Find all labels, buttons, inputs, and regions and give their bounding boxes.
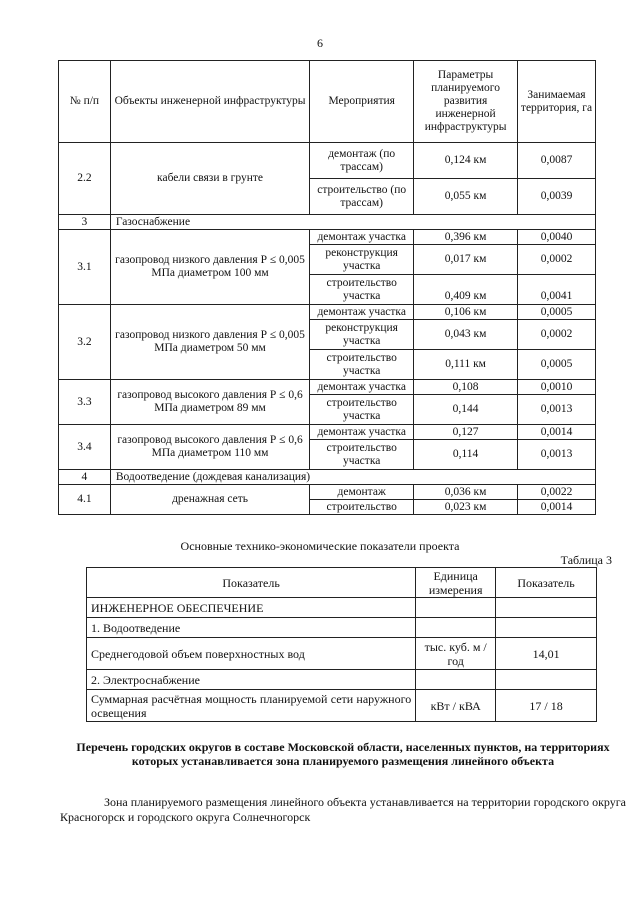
row-param: 0,111 км: [414, 350, 518, 380]
row-measure: строительство участка: [310, 440, 414, 470]
header-measures: Мероприятия: [310, 61, 414, 143]
section-row: [59, 215, 596, 230]
row-name: Среднегодовой объем поверхностных вод: [87, 638, 416, 670]
row-object: кабели связи в грунте: [110, 143, 309, 215]
row-name: Суммарная расчётная мощность планируемой сети наружного освещения: [87, 690, 416, 722]
table-label: Таблица 3: [560, 553, 612, 567]
table-caption: Основные технико-экономические показатели проекта: [180, 539, 460, 553]
table-row: [59, 485, 596, 500]
row-unit: тыс. куб. м /год: [416, 638, 496, 670]
row-measure: реконструкция участка: [310, 245, 414, 275]
row-param: 0,396 км: [414, 230, 518, 245]
table-row: [59, 380, 596, 395]
row-num: 4.1: [59, 485, 111, 515]
row-param: 0,114: [414, 440, 518, 470]
page-number: 6: [317, 36, 323, 50]
row-measure: демонтаж участка: [310, 380, 414, 395]
table-row: [87, 670, 597, 690]
engineering-infrastructure-table: [58, 60, 596, 515]
row-name: 2. Электроснабжение: [87, 670, 416, 690]
table-row: [59, 143, 596, 179]
header-num: № п/п: [59, 61, 111, 143]
technical-economic-indicators-table: [86, 567, 597, 722]
table-header-row: [87, 568, 597, 598]
row-param: 0,124 км: [414, 143, 518, 179]
row-value: [496, 618, 597, 638]
header-unit: Единица измерения: [416, 568, 496, 598]
row-param: 0,106 км: [414, 305, 518, 320]
section-num: 3: [59, 215, 111, 230]
row-measure: демонтаж участка: [310, 230, 414, 245]
row-area: 0,0013: [518, 395, 596, 425]
row-num: 3.1: [59, 230, 111, 305]
row-area: 0,0002: [518, 245, 596, 275]
row-measure: реконструкция участка: [310, 320, 414, 350]
table-header-row: [59, 61, 596, 143]
table-row: [87, 618, 597, 638]
row-object: газопровод низкого давления Р ≤ 0,005 МПа диаметром 50 мм: [110, 305, 309, 380]
table-row: [59, 425, 596, 440]
row-measure: строительство: [310, 500, 414, 515]
row-param: 0,127: [414, 425, 518, 440]
row-area: 0,0022: [518, 485, 596, 500]
row-value: 14,01: [496, 638, 597, 670]
row-object: дренажная сеть: [110, 485, 309, 515]
row-name: 1. Водоотведение: [87, 618, 416, 638]
section-num: 4: [59, 470, 111, 485]
row-measure: демонтаж (по трассам): [310, 143, 414, 179]
table-row: [59, 230, 596, 245]
header-indicator: Показатель: [87, 568, 416, 598]
header-value: Показатель: [496, 568, 597, 598]
section-title: Газоснабжение: [110, 215, 595, 230]
table-row: [87, 690, 597, 722]
row-value: [496, 670, 597, 690]
row-area: 0,0039: [518, 179, 596, 215]
row-value: 17 / 18: [496, 690, 597, 722]
row-value: [496, 598, 597, 618]
row-name: ИНЖЕНЕРНОЕ ОБЕСПЕЧЕНИЕ: [87, 598, 416, 618]
row-num: 3.3: [59, 380, 111, 425]
row-param: 0,055 км: [414, 179, 518, 215]
row-unit: [416, 618, 496, 638]
row-area: 0,0040: [518, 230, 596, 245]
row-object: газопровод высокого давления Р ≤ 0,6 МПа диаметром 89 мм: [110, 380, 309, 425]
table-row: [87, 638, 597, 670]
row-area: 0,0010: [518, 380, 596, 395]
row-area: 0,0005: [518, 350, 596, 380]
row-object: газопровод высокого давления Р ≤ 0,6 МПа диаметром 110 мм: [110, 425, 309, 470]
row-measure: строительство участка: [310, 350, 414, 380]
row-param: 0,023 км: [414, 500, 518, 515]
row-param: 0,036 км: [414, 485, 518, 500]
row-area: 0,0041: [518, 275, 596, 305]
row-param: 0,409 км: [414, 275, 518, 305]
row-measure: строительство участка: [310, 275, 414, 305]
row-param: 0,043 км: [414, 320, 518, 350]
row-area: 0,0013: [518, 440, 596, 470]
table-row: [59, 305, 596, 320]
row-param: 0,108: [414, 380, 518, 395]
section-row: [59, 470, 596, 485]
row-area: 0,0005: [518, 305, 596, 320]
header-area: Занимаемая территория, га: [518, 61, 596, 143]
table-row: [87, 598, 597, 618]
body-paragraph: Зона планируемого размещения линейного объекта устанавливается на территории городского округа Красногорск и городского округа Солнечногорск: [60, 795, 626, 824]
row-area: 0,0002: [518, 320, 596, 350]
row-measure: строительство участка: [310, 395, 414, 425]
row-measure: демонтаж участка: [310, 425, 414, 440]
row-param: 0,017 км: [414, 245, 518, 275]
row-unit: кВт / кВА: [416, 690, 496, 722]
section-heading: Перечень городских округов в составе Московской области, населенных пунктов, на территориях которых устанавливается зона планируемого размещения линейного объекта: [76, 740, 610, 768]
row-unit: [416, 670, 496, 690]
header-objects: Объекты инженерной инфраструктуры: [110, 61, 309, 143]
row-area: 0,0014: [518, 500, 596, 515]
row-object: газопровод низкого давления Р ≤ 0,005 МПа диаметром 100 мм: [110, 230, 309, 305]
row-measure: демонтаж участка: [310, 305, 414, 320]
row-num: 3.2: [59, 305, 111, 380]
row-num: 3.4: [59, 425, 111, 470]
row-unit: [416, 598, 496, 618]
row-measure: демонтаж: [310, 485, 414, 500]
row-area: 0,0014: [518, 425, 596, 440]
row-num: 2.2: [59, 143, 111, 215]
section-title: Водоотведение (дождевая канализация): [110, 470, 595, 485]
header-params: Параметры планируемого развития инженерной инфраструктуры: [414, 61, 518, 143]
row-measure: строительство (по трассам): [310, 179, 414, 215]
row-param: 0,144: [414, 395, 518, 425]
row-area: 0,0087: [518, 143, 596, 179]
